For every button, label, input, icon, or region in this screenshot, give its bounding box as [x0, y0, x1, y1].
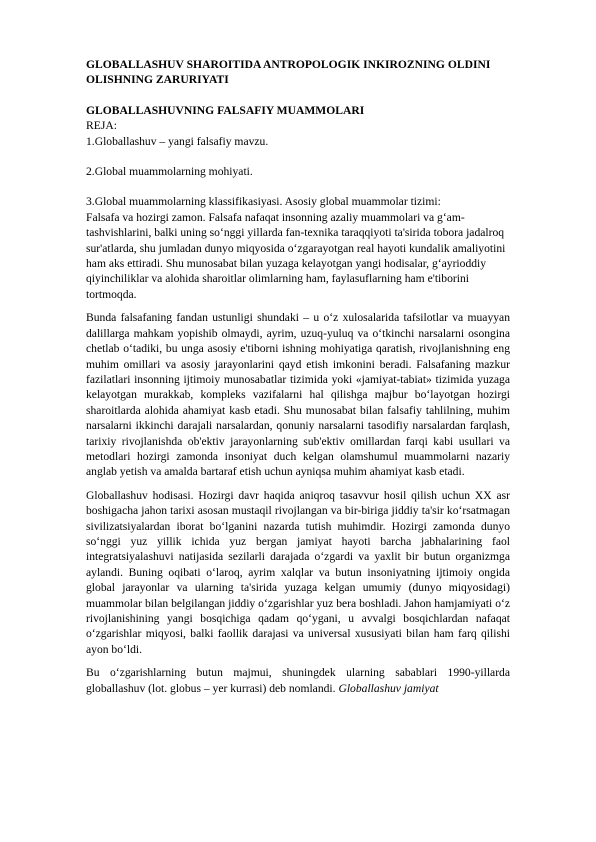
document-page — [86, 57, 510, 696]
intro-paragraph: Falsafa va hozirgi zamon. Falsafa nafaqat insonning azaliy muammolari va g‘am-tashvishlarini, balki uning so‘nggi yillarda fan-texnika taraqqiyoti ta'sirida tobora jadalroq sur'atlarda, shu jumladan dunyo miqyosida o‘zgarayotgan real hayoti kundalik amaliyotini ham aks ettiradi. Shu munosabat bilan yuzaga kelayotgan yangi hodisalar, g‘ayrioddiy qiyinchiliklar va alohida sharoitlar olimlarning ham, faylasuflarning ham e'tiborini tortmoqda. — [86, 210, 506, 301]
body-paragraph-3-italic: Globallashuv jamiyat — [338, 681, 439, 695]
reja-label: REJA: — [86, 119, 117, 133]
reja-item-3: 3.Global muammolarning klassifikasiyasi. Asosiy global muammolar tizimi: — [86, 195, 441, 209]
body-paragraph-2: Globallashuv hodisasi. Hozirgi davr haqida aniqroq tasavvur hosil qilish uchun XX asr boshigacha jahon tarixi asosan mustaqil rivojlangan va bir-biriga jiddiy ta'sir ko‘rsatmagan sivilizatsiyalardan iborat bo‘lganini nazarda tutish muhimdir. Hozirgi zamonda dunyo so‘nggi yuz yillik ichida yuz bergan jamiyat hayoti barcha jabhalarining faol integratsiyalashuvi natijasida sezilarli darajada o‘zgardi va yaxlit bir butun organizmga aylandi. Buning oqibati o‘laroq, ayrim xalqlar va butun insoniyatning ijtimoiy ongida global jarayonlar va ularning ta'sirida yuzaga kelgan umumiy (dunyo miqyosidagi) muammolar bilan belgilangan jiddiy o‘zgarishlar yuz bera boshladi. Jahon hamjamiyati o‘z rivojlanishining yangi bosqichiga qadam qo‘ygani, u avvalgi bosqichlardan nafaqat o‘zgarishlar miqyosi, balki faollik darajasi va universal xususiyati bilan ham farq qilishi ayon bo‘ldi. — [86, 488, 510, 656]
document-title: GLOBALLASHUV SHAROITIDA ANTROPOLOGIK INKIROZNING OLDINI OLISHNING ZARURIYATI — [86, 58, 491, 87]
body-paragraph-1: Bunda falsafaning fandan ustunligi shundaki – u o‘z xulosalarida tafsilotlar va muayyan dalillarga mahkam yopishib olmaydi, ayrim, uzuq-yuluq va o‘tkinchi narsalarni osongina chetlab o‘tadiki, bu unga asosiy e'tiborni ishning mohiyatiga qaratish, rivojlanishning eng muhim omillari va asosiy jarayonlarini qayd etish imkonini beradi. Falsafaning mazkur fazilatlari insonning ijtimoiy munosabatlar tizimida yoki «jamiyat-tabiat» tizimida yuzaga kelayotgan murakkab, kompleks vazifalarni hal qilishga majbur bo‘layotgan hozirgi sharoitlarda alohida ahamiyat kasb etadi. Shu munosabat bilan falsafiy tahlilning, muhim narsalarni ikkinchi darajali narsalardan, qonuniy narsalarni tasodifiy narsalardan farqlash, tarixiy rivojlanishda ob'ektiv jarayonlarning sub'ektiv omillardan farqi kabi usullari va metodlari hozirgi zamonda insoniyat duch kelgan olamshumul muammolarni nazariy anglab yetish va amalda bartaraf etish uchun ayniqsa muhim ahamiyat kasb etadi. — [86, 311, 510, 479]
body-paragraph-3-text: Bu o‘zgarishlarning butun majmui, shuningdek ularning sabablari 1990-yillarda globallashuv (lot. globus – yer kurrasi) deb nomlandi. — [86, 666, 510, 695]
reja-item-2: 2.Global muammolarning mohiyati. — [86, 165, 253, 179]
document-subtitle: GLOBALLASHUVNING FALSAFIY MUAMMOLARI — [86, 103, 365, 117]
body-paragraph-3 — [86, 665, 510, 696]
reja-item-1: 1.Globallashuv – yangi falsafiy mavzu. — [86, 134, 269, 148]
